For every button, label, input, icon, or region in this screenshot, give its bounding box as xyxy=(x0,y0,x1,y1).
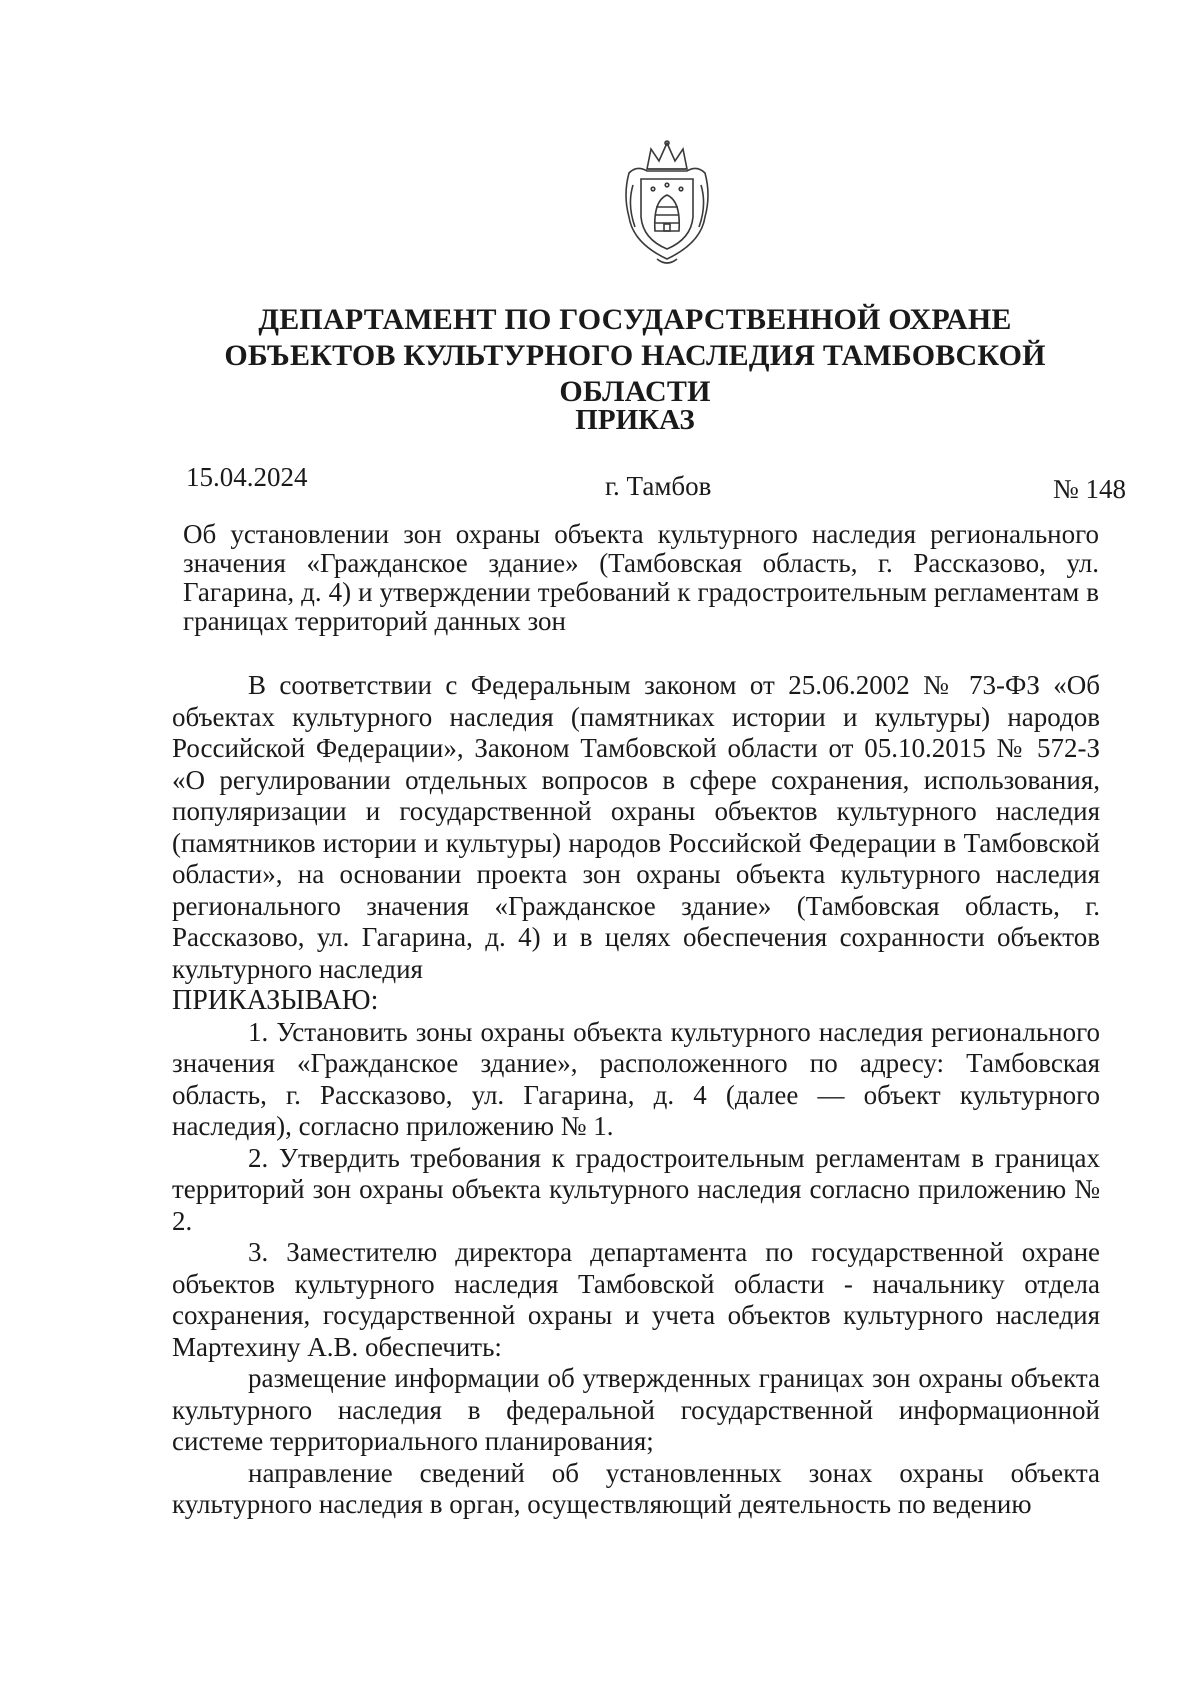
department-heading: ДЕПАРТАМЕНТ ПО ГОСУДАРСТВЕННОЙ ОХРАНЕ ОБЪЕКТОВ КУЛЬТУРНОГО НАСЛЕДИЯ ТАМБОВСКОЙ ОБЛАСТИ xyxy=(224,303,1046,408)
order-word: ПРИКАЗЫВАЮ: xyxy=(172,985,379,1016)
coat-of-arms-icon xyxy=(617,135,717,275)
order-item-3-sub-a: размещение информации об утвержденных границах зон охраны объекта культурного наследия в федеральной государственной информационной системе территориального планирования; xyxy=(172,1363,1100,1456)
order-item-1: 1. Установить зоны охраны объекта культурного наследия регионального значения «Гражданское здание», расположенного по адресу: Тамбовская область, г. Рассказово, ул. Гагарина, д. 4 (далее — объект культурного наследия), согласно приложению № 1. xyxy=(172,1016,1100,1141)
document-number: № 148 xyxy=(1053,474,1127,504)
preamble-paragraph: В соответствии с Федеральным законом от 25.06.2002 № 73-ФЗ «Об объектах культурного наследия (памятниках истории и культуры) народов Российской Федерации», Законом Тамбовской области от 05.10.2015 № 572-З «О регулировании отдельных вопросов в сфере сохранения, использования, популяризации и государственной охраны объектов культурного наследия (памятников истории и культуры) народов Российской Федерации в Тамбовской области», на основании проекта зон охраны объекта культурного наследия регионального значения «Гражданское здание» (Тамбовская область, г. Рассказово, ул. Гагарина, д. 4) и в целях обеспечения сохранности объектов культурного наследия xyxy=(172,670,1100,984)
order-item-2: 2. Утвердить требования к градостроительным регламентам в границах территорий зон охраны объекта культурного наследия согласно приложению № 2. xyxy=(172,1142,1100,1236)
document-body xyxy=(172,670,1100,1521)
order-item-3-sub-b: направление сведений об установленных зонах охраны объекта культурного наследия в орган, осуществляющий деятельность по ведению xyxy=(172,1457,1100,1519)
order-item-3: 3. Заместителю директора департамента по государственной охране объектов культурного наследия Тамбовской области - начальнику отдела сохранения, государственной охраны и учета объектов культурного наследия Мартехину А.В. обеспечить: xyxy=(172,1237,1100,1362)
document-city: г. Тамбов xyxy=(605,471,712,501)
document-title: Об установлении зон охраны объекта культурного наследия регионального значения «Гражданское здание» (Тамбовская область, г. Рассказово, ул. Гагарина, д. 4) и утверждении требований к градостроительным регламентам в границах территорий данных зон xyxy=(183,519,1099,636)
document-date: 15.04.2024 xyxy=(186,462,308,492)
document-type: ПРИКАЗ xyxy=(575,404,695,436)
